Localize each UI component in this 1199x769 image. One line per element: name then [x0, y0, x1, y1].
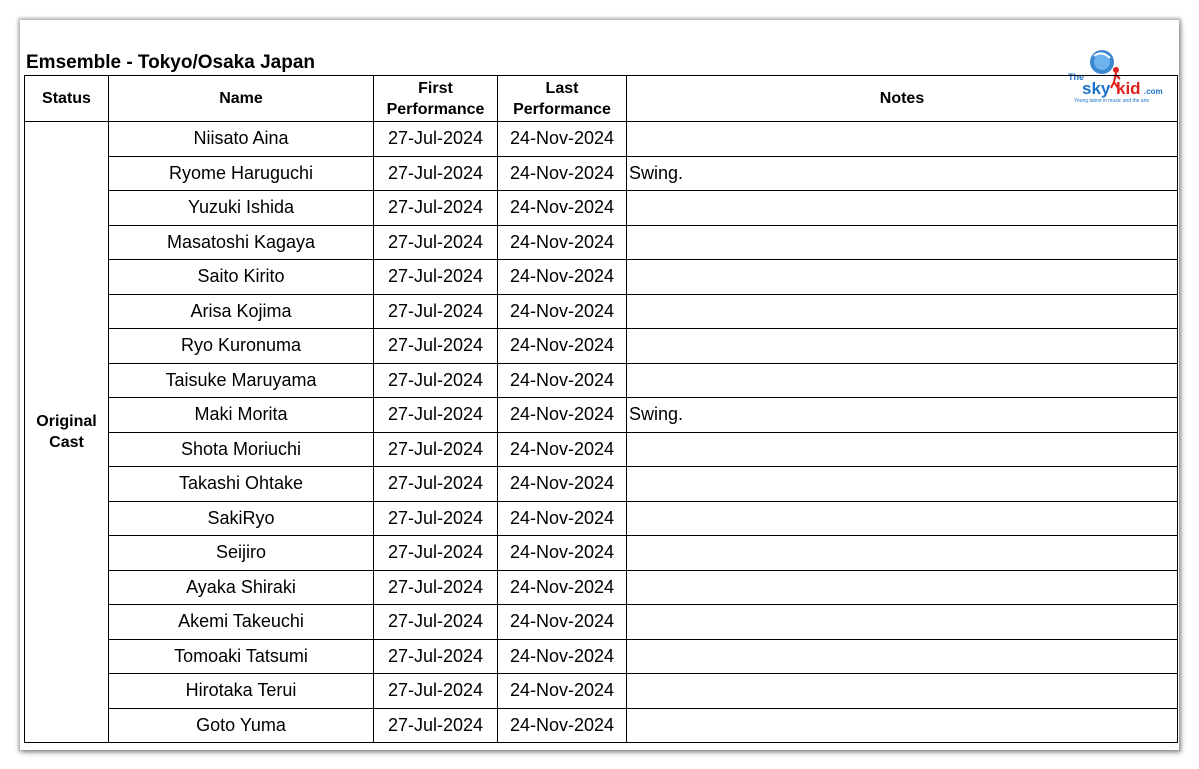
- table-row: [25, 674, 1178, 709]
- table-row: [25, 191, 1178, 226]
- first-performance-cell: 27-Jul-2024: [374, 294, 498, 329]
- status-line1: Original: [36, 413, 97, 430]
- last-performance-cell: 24-Nov-2024: [498, 191, 627, 226]
- table-row: [25, 639, 1178, 674]
- first-performance-cell: 27-Jul-2024: [374, 432, 498, 467]
- last-performance-cell: 24-Nov-2024: [498, 467, 627, 502]
- name-cell: Masatoshi Kagaya: [109, 225, 374, 260]
- table-row: [25, 156, 1178, 191]
- name-cell: Taisuke Maruyama: [109, 363, 374, 398]
- first-performance-cell: 27-Jul-2024: [374, 501, 498, 536]
- header-first-line1: First: [418, 79, 453, 97]
- name-cell: Niisato Aina: [109, 122, 374, 157]
- first-performance-cell: 27-Jul-2024: [374, 122, 498, 157]
- first-performance-cell: 27-Jul-2024: [374, 708, 498, 743]
- first-performance-cell: 27-Jul-2024: [374, 536, 498, 571]
- notes-cell: [627, 191, 1178, 226]
- table-row: [25, 708, 1178, 743]
- notes-cell: [627, 432, 1178, 467]
- logo-dotcom: .com: [1144, 87, 1163, 96]
- table-row: [25, 536, 1178, 571]
- last-performance-cell: 24-Nov-2024: [498, 294, 627, 329]
- name-cell: Seijiro: [109, 536, 374, 571]
- ensemble-table: [24, 75, 1178, 743]
- notes-cell: Swing.: [627, 156, 1178, 191]
- logo-sky: sky: [1082, 79, 1111, 98]
- table-row: [25, 501, 1178, 536]
- table-header-row: [25, 76, 1178, 122]
- notes-cell: [627, 260, 1178, 295]
- status-cell: [25, 122, 109, 743]
- status-line2: Cast: [49, 434, 84, 451]
- header-status: Status: [25, 76, 109, 122]
- first-performance-cell: 27-Jul-2024: [374, 639, 498, 674]
- table-row: [25, 294, 1178, 329]
- first-performance-cell: 27-Jul-2024: [374, 156, 498, 191]
- notes-cell: [627, 570, 1178, 605]
- name-cell: Ayaka Shiraki: [109, 570, 374, 605]
- name-cell: Maki Morita: [109, 398, 374, 433]
- table-row: [25, 432, 1178, 467]
- last-performance-cell: 24-Nov-2024: [498, 674, 627, 709]
- last-performance-cell: 24-Nov-2024: [498, 536, 627, 571]
- first-performance-cell: 27-Jul-2024: [374, 674, 498, 709]
- header-name: Name: [109, 76, 374, 122]
- notes-cell: [627, 329, 1178, 364]
- notes-cell: Swing.: [627, 398, 1178, 433]
- notes-cell: [627, 225, 1178, 260]
- document-title: Emsemble - Tokyo/Osaka Japan: [26, 52, 315, 73]
- notes-cell: [627, 708, 1178, 743]
- logo-tagline: Young talent in music and the arts: [1074, 98, 1150, 104]
- document-page: [20, 20, 1179, 750]
- last-performance-cell: 24-Nov-2024: [498, 398, 627, 433]
- logo-kid: kid: [1116, 79, 1141, 98]
- name-cell: Takashi Ohtake: [109, 467, 374, 502]
- notes-cell: [627, 467, 1178, 502]
- header-notes: Notes: [627, 76, 1178, 122]
- table-row: [25, 570, 1178, 605]
- first-performance-cell: 27-Jul-2024: [374, 467, 498, 502]
- last-performance-cell: 24-Nov-2024: [498, 260, 627, 295]
- table-row: [25, 260, 1178, 295]
- header-last-line1: Last: [545, 79, 579, 97]
- notes-cell: [627, 294, 1178, 329]
- last-performance-cell: 24-Nov-2024: [498, 156, 627, 191]
- first-performance-cell: 27-Jul-2024: [374, 605, 498, 640]
- last-performance-cell: 24-Nov-2024: [498, 639, 627, 674]
- last-performance-cell: 24-Nov-2024: [498, 225, 627, 260]
- name-cell: SakiRyo: [109, 501, 374, 536]
- first-performance-cell: 27-Jul-2024: [374, 398, 498, 433]
- notes-cell: [627, 122, 1178, 157]
- table-row: [25, 122, 1178, 157]
- name-cell: Tomoaki Tatsumi: [109, 639, 374, 674]
- first-performance-cell: 27-Jul-2024: [374, 191, 498, 226]
- header-first-performance: [374, 76, 498, 122]
- notes-cell: [627, 605, 1178, 640]
- table-row: [25, 225, 1178, 260]
- name-cell: Arisa Kojima: [109, 294, 374, 329]
- last-performance-cell: 24-Nov-2024: [498, 122, 627, 157]
- notes-cell: [627, 536, 1178, 571]
- first-performance-cell: 27-Jul-2024: [374, 363, 498, 398]
- name-cell: Shota Moriuchi: [109, 432, 374, 467]
- name-cell: Saito Kirito: [109, 260, 374, 295]
- name-cell: Akemi Takeuchi: [109, 605, 374, 640]
- header-first-line2: Performance: [386, 100, 485, 118]
- notes-cell: [627, 639, 1178, 674]
- last-performance-cell: 24-Nov-2024: [498, 605, 627, 640]
- first-performance-cell: 27-Jul-2024: [374, 225, 498, 260]
- header-last-performance: [498, 76, 627, 122]
- table-row: [25, 398, 1178, 433]
- last-performance-cell: 24-Nov-2024: [498, 501, 627, 536]
- logo-the: The: [1068, 72, 1085, 82]
- notes-cell: [627, 363, 1178, 398]
- table-row: [25, 363, 1178, 398]
- name-cell: Hirotaka Terui: [109, 674, 374, 709]
- notes-cell: [627, 674, 1178, 709]
- name-cell: Ryo Kuronuma: [109, 329, 374, 364]
- table-row: [25, 329, 1178, 364]
- table-row: [25, 467, 1178, 502]
- table-body: [25, 122, 1178, 743]
- last-performance-cell: 24-Nov-2024: [498, 708, 627, 743]
- first-performance-cell: 27-Jul-2024: [374, 570, 498, 605]
- header-last-line2: Performance: [513, 100, 611, 118]
- first-performance-cell: 27-Jul-2024: [374, 260, 498, 295]
- last-performance-cell: 24-Nov-2024: [498, 329, 627, 364]
- last-performance-cell: 24-Nov-2024: [498, 432, 627, 467]
- notes-cell: [627, 501, 1178, 536]
- name-cell: Goto Yuma: [109, 708, 374, 743]
- name-cell: Ryome Haruguchi: [109, 156, 374, 191]
- last-performance-cell: 24-Nov-2024: [498, 363, 627, 398]
- last-performance-cell: 24-Nov-2024: [498, 570, 627, 605]
- name-cell: Yuzuki Ishida: [109, 191, 374, 226]
- first-performance-cell: 27-Jul-2024: [374, 329, 498, 364]
- table-row: [25, 605, 1178, 640]
